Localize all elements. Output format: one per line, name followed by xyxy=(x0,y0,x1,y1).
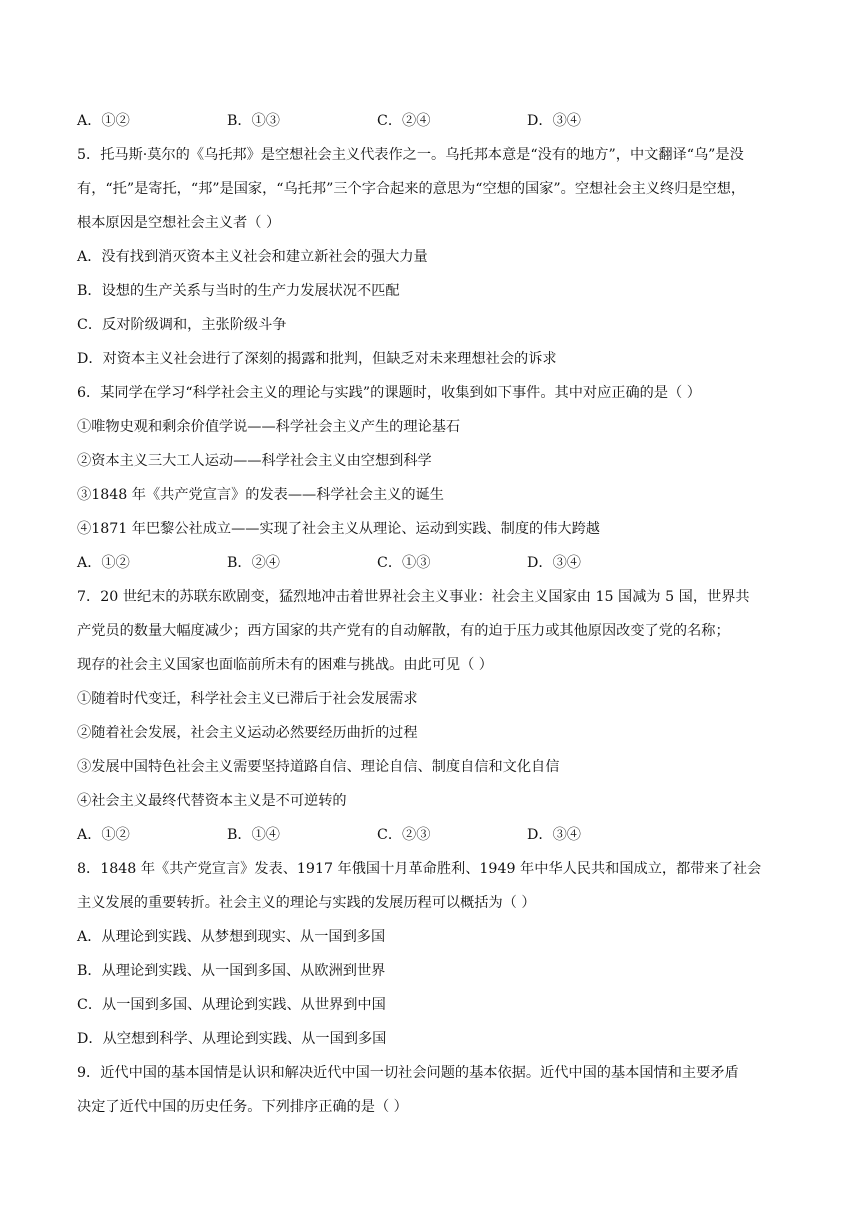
text-line: ①唯物史观和剩余价值学说——科学社会主义产生的理论基石 xyxy=(77,419,461,435)
text-line: 决定了近代中国的历史任务。下列排序正确的是（ ） xyxy=(77,1099,408,1115)
text-line: C．从一国到多国、从理论到实践、从世界到中国 xyxy=(77,997,386,1013)
text-line: 8．1848 年《共产党宣言》发表、1917 年俄国十月革命胜利、1949 年中华人民共和国成立，都带来了社会 xyxy=(77,861,762,877)
answer-option: B．①④ xyxy=(227,827,280,843)
text-line: 主义发展的重要转折。社会主义的理论与实践的发展历程可以概括为（ ） xyxy=(77,895,536,911)
text-line: C．反对阶级调和，主张阶级斗争 xyxy=(77,317,287,333)
text-line: 6．某同学在学习“科学社会主义的理论与实践”的课题时，收集到如下事件。其中对应正确的是（ ） xyxy=(77,385,701,401)
text-line: ③发展中国特色社会主义需要坚持道路自信、理论自信、制度自信和文化自信 xyxy=(77,759,560,775)
text-line: B．从理论到实践、从一国到多国、从欧洲到世界 xyxy=(77,963,386,979)
text-line: A．从理论到实践、从梦想到现实、从一国到多国 xyxy=(77,929,386,945)
answer-option: A．①② xyxy=(77,827,130,843)
answer-option: D．③④ xyxy=(527,827,581,843)
text-line: 根本原因是空想社会主义者（ ） xyxy=(77,215,281,231)
answer-option: C．②③ xyxy=(377,827,431,843)
exam-page xyxy=(77,104,785,1124)
text-line: 9．近代中国的基本国情是认识和解决近代中国一切社会问题的基本依据。近代中国的基本国情和主要矛盾 xyxy=(77,1065,739,1081)
text-line: ①随着时代变迁，科学社会主义已滞后于社会发展需求 xyxy=(77,691,418,707)
text-line: 5．托马斯·莫尔的《乌托邦》是空想社会主义代表作之一。乌托邦本意是“没有的地方”，中文翻译“乌”是没 xyxy=(77,147,744,163)
answer-option: A．①② xyxy=(77,555,130,571)
answer-options-row xyxy=(77,546,785,580)
text-line: 产党员的数量大幅度减少；西方国家的共产党有的自动解散，有的迫于压力或其他原因改变了党的名称； xyxy=(77,623,730,639)
answer-options-row xyxy=(77,818,785,852)
text-line: ④社会主义最终代替资本主义是不可逆转的 xyxy=(77,793,347,809)
text-line: 现存的社会主义国家也面临前所未有的困难与挑战。由此可见（ ） xyxy=(77,657,493,673)
answer-option: D．③④ xyxy=(527,555,581,571)
text-line: A．没有找到消灭资本主义社会和建立新社会的强大力量 xyxy=(77,249,428,265)
answer-option: B．②④ xyxy=(227,555,280,571)
answer-option: D．③④ xyxy=(527,113,581,129)
answer-option: A．①② xyxy=(77,113,130,129)
text-line: ②资本主义三大工人运动——科学社会主义由空想到科学 xyxy=(77,453,432,469)
answer-option: C．②④ xyxy=(377,113,431,129)
text-line: 7．20 世纪末的苏联东欧剧变，猛烈地冲击着世界社会主义事业：社会主义国家由 15 国减为 5 国，世界共 xyxy=(77,589,750,605)
text-line: D．从空想到科学、从理论到实践、从一国到多国 xyxy=(77,1031,387,1047)
text-line: D．对资本主义社会进行了深刻的揭露和批判，但缺乏对未来理想社会的诉求 xyxy=(77,351,557,367)
text-line: ③1848 年《共产党宣言》的发表——科学社会主义的诞生 xyxy=(77,487,444,503)
text-line: 有，“托”是寄托，“邦”是国家，“乌托邦”三个字合起来的意思为“空想的国家”。空想社会主义终归是空想， xyxy=(77,181,746,197)
text-line: ④1871 年巴黎公社成立——实现了社会主义从理论、运动到实践、制度的伟大跨越 xyxy=(77,521,600,537)
answer-option: B．①③ xyxy=(227,113,280,129)
text-line: ②随着社会发展，社会主义运动必然要经历曲折的过程 xyxy=(77,725,418,741)
answer-option: C．①③ xyxy=(377,555,431,571)
answer-options-row xyxy=(77,104,785,138)
text-line: B．设想的生产关系与当时的生产力发展状况不匹配 xyxy=(77,283,400,299)
